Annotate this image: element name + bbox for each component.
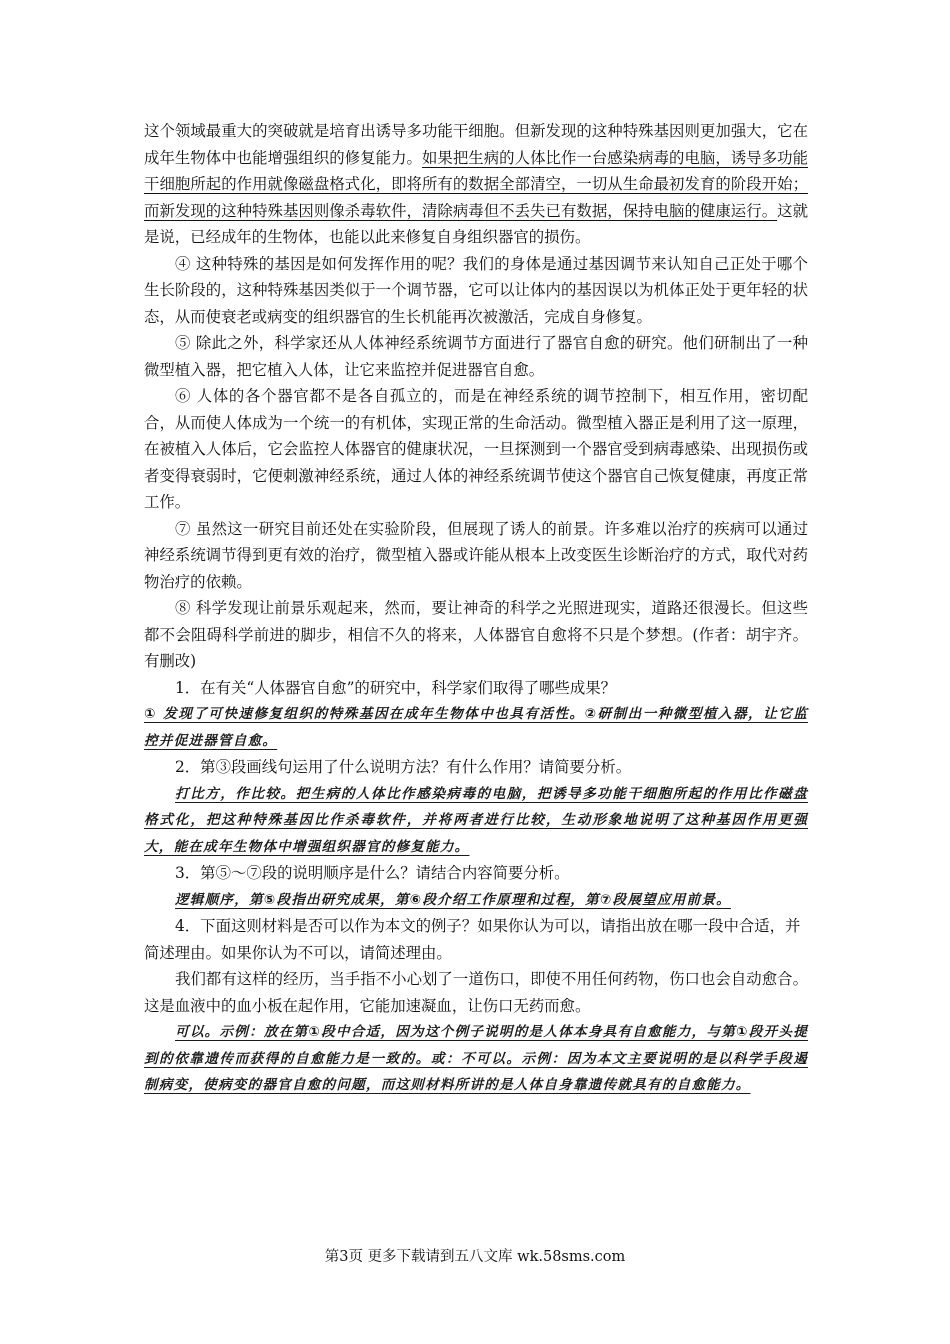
answer-4: 可以。示例：放在第①段中合适，因为这个例子说明的是人体本身具有自愈能力，与第①段开头提到的依靠遗传而获得的自愈能力是一致的。或：不可以。示例：因为本文主要说明的是以科学手段遏制病变，使病变的器官自愈的问题，而这则材料所讲的是人体自身靠遗传就具有的自愈能力。 — [144, 1024, 808, 1093]
underlined-sentence: 如果把生病的人体比作一台感染病毒的电脑，诱导多功能干细胞所起的作用就像磁盘格式化，即将所有的数据全部清空，一切从生命最初发育的阶段开始；而新发现的这种特殊基因则像杀毒软件，清除病毒但不丢失已有数据，保持电脑的健康运行。 — [144, 148, 808, 220]
question-1: 1．在有关“人体器官自愈”的研究中，科学家们取得了哪些成果？ — [175, 678, 617, 697]
paragraph-6: ⑥ 人体的各个器官都不是各自孤立的，而是在神经系统的调节控制下，相互作用，密切配合，从而使人体成为一个统一的有机体，实现正常的生命活动。微型植入器正是利用了这一原理，在被植入人体后，它会监控人体器官的健康状况，一旦探测到一个器官受到病毒感染、出现损伤或者变得衰弱时，它便刺激神经系统，通过人体的神经系统调节使这个器官自己恢复健康，再度正常工作。 — [144, 387, 808, 511]
paragraph-5: ⑤ 除此之外，科学家还从人体神经系统调节方面进行了器官自愈的研究。他们研制出了一种微型植入器，把它植入人体，让它来监控并促进器官自愈。 — [144, 334, 808, 379]
page-footer: 第3页 更多下载请到五八文库 wk.58sms.com — [324, 1249, 626, 1265]
question-3: 3．第⑤～⑦段的说明顺序是什么？请结合内容简要分析。 — [175, 864, 570, 882]
answer-3: 逻辑顺序，第⑤段指出研究成果，第⑥段介绍工作原理和过程，第⑦段展望应用前景。 — [175, 891, 731, 908]
paragraph-4: ④ 这种特殊的基因是如何发挥作用的呢？我们的身体是通过基因调节来认知自己正处于哪个生长阶段的，这种特殊基因类似于一个调节器，它可以让体内的基因误以为机体正处于更年轻的状态，从而使衰老或病变的组织器官的生长机能再次被激活，完成自身修复。 — [144, 254, 808, 326]
question-4-material: 我们都有这样的经历，当手指不小心划了一道伤口，即使不用任何药物，伤口也会自动愈合。这是血液中的血小板在起作用，它能加速凝血，让伤口无药而愈。 — [144, 970, 808, 1015]
paragraph-7: ⑦ 虽然这一研究目前还处在实验阶段，但展现了诱人的前景。许多难以治疗的疾病可以通过神经系统调节得到更有效的治疗，微型植入器或许能从根本上改变医生诊断治疗的方式，取代对药物治疗的依赖。 — [144, 519, 808, 591]
question-4: 4．下面这则材料是否可以作为本文的例子？如果你认为可以，请指出放在哪一段中合适，并简述理由。如果你认为不可以，请简述理由。 — [144, 917, 801, 962]
question-2: 2．第③段画线句运用了什么说明方法？有什么作用？请简要分析。 — [175, 758, 632, 776]
answer-1: ① 发现了可快速修复组织的特殊基因在成年生物体中也具有活性。②研制出一种微型植入器，让它监控并促进器管自愈。 — [144, 706, 808, 749]
intro-text-1: 这个领域最重大的突破就是培育出诱导多功能干细胞。但新发现的这种特殊基因则更加强大，它在成年生物体中也能增强组织的修复能力。 — [144, 122, 808, 167]
paragraph-8: ⑧ 科学发现让前景乐观起来，然而，要让神奇的科学之光照进现实，道路还很漫长。但这些都不会阻碍科学前进的脚步，相信不久的将来，人体器官自愈将不只是个梦想。(作者：胡宇齐。有删改) — [144, 599, 808, 670]
document-body — [144, 118, 808, 1099]
intro-paragraph — [144, 118, 808, 251]
intro-text-2: 这就是说，已经成年的生物体，也能以此来修复自身组织器官的损伤。 — [144, 201, 808, 246]
answer-2: 打比方，作比较。把生病的人体比作感染病毒的电脑，把诱导多功能干细胞所起的作用比作磁盘格式化，把这种特殊基因比作杀毒软件，并将两者进行比较，生动形象地说明了这种基因作用更强大，能在成年生物体中增强组织器官的修复能力。 — [144, 785, 808, 855]
